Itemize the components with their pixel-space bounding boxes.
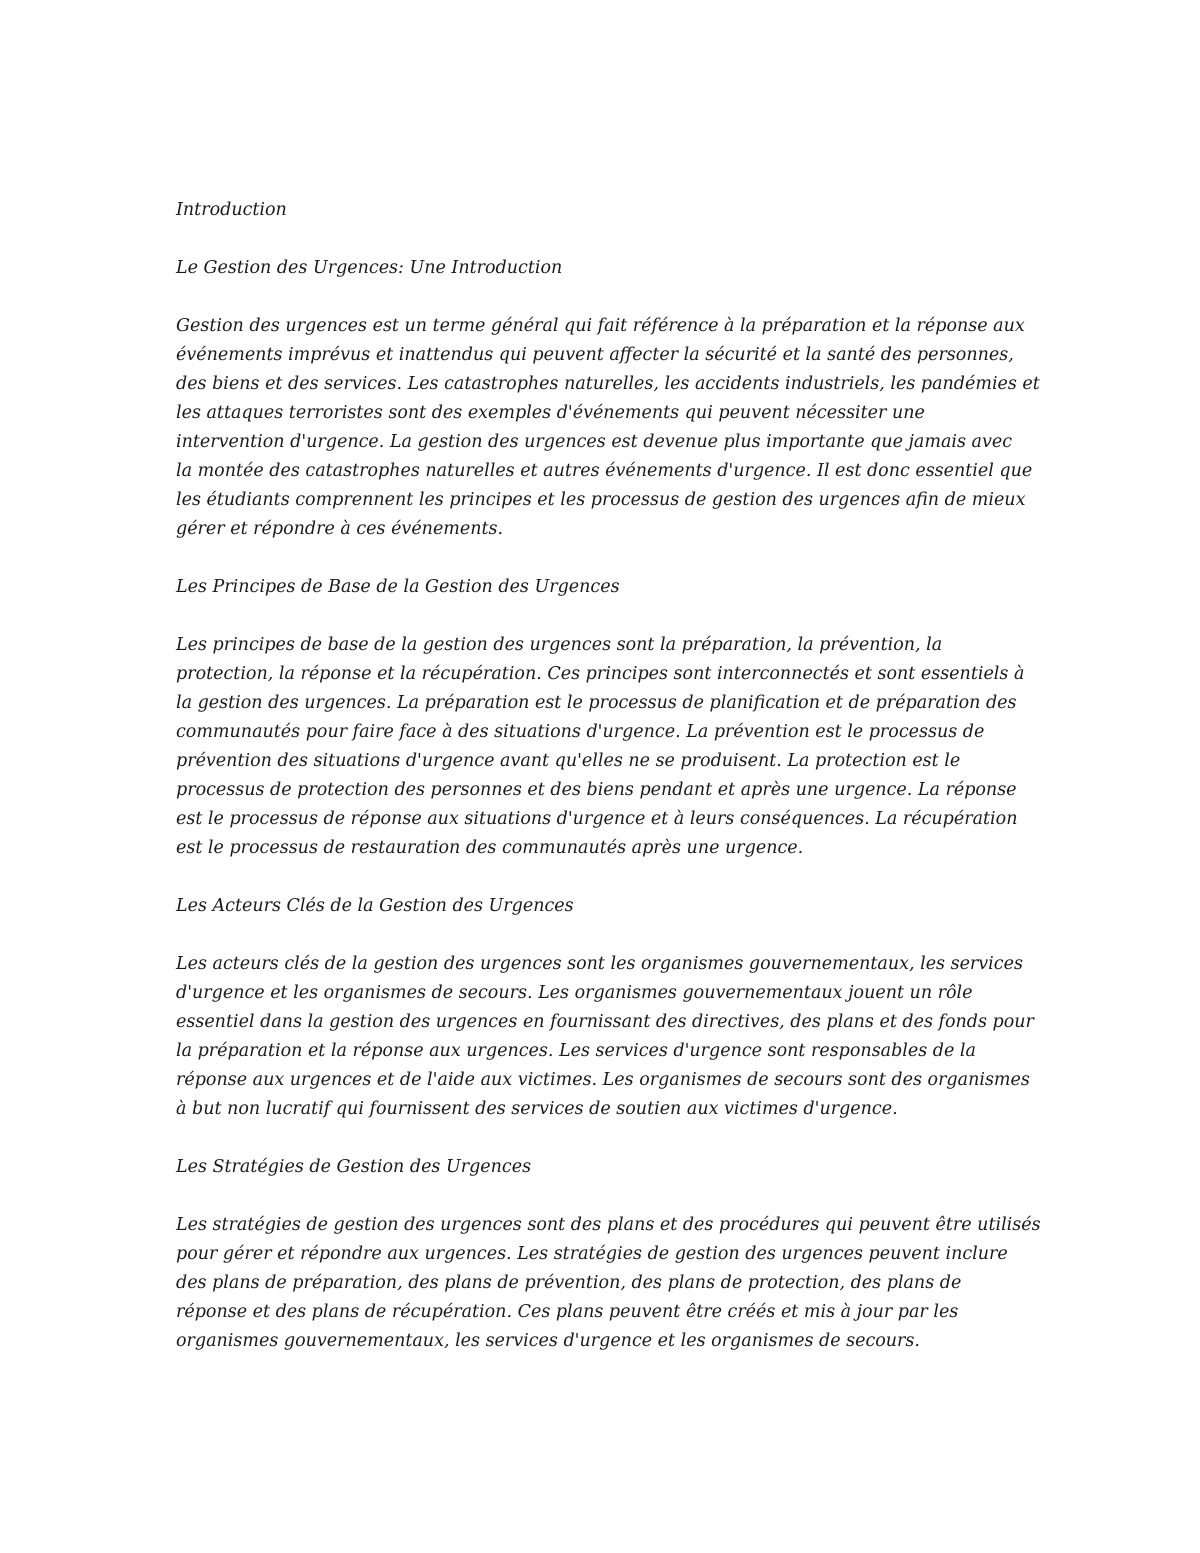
paragraph-line: est le processus de réponse aux situations d'urgence et à leurs conséquences. La récupération xyxy=(176,809,1018,829)
paragraph-line: les attaques terroristes sont des exemples d'événements qui peuvent nécessiter une xyxy=(176,403,925,423)
paragraph-line: les étudiants comprennent les principes et les processus de gestion des urgences afin de mieux xyxy=(176,490,1026,510)
section-heading-strategies: Les Stratégies de Gestion des Urgences xyxy=(176,1157,532,1177)
paragraph-line: processus de protection des personnes et des biens pendant et après une urgence. La réponse xyxy=(176,780,1017,800)
paragraph-line: organismes gouvernementaux, les services d'urgence et les organismes de secours. xyxy=(176,1331,920,1351)
paragraph-line: intervention d'urgence. La gestion des urgences est devenue plus importante que jamais avec xyxy=(176,432,1013,452)
paragraph-line: réponse et des plans de récupération. Ces plans peuvent être créés et mis à jour par les xyxy=(176,1302,959,1322)
paragraph-line: des plans de préparation, des plans de prévention, des plans de protection, des plans de xyxy=(176,1273,962,1293)
document-page xyxy=(176,196,1041,1385)
paragraph-line: Les acteurs clés de la gestion des urgences sont les organismes gouvernementaux, les services xyxy=(176,954,1023,974)
paragraph-line: prévention des situations d'urgence avant qu'elles ne se produisent. La protection est le xyxy=(176,751,961,771)
paragraph-line: la montée des catastrophes naturelles et autres événements d'urgence. Il est donc essentiel que xyxy=(176,461,1033,481)
paragraph-line: pour gérer et répondre aux urgences. Les stratégies de gestion des urgences peuvent inclure xyxy=(176,1244,1008,1264)
section-heading-acteurs: Les Acteurs Clés de la Gestion des Urgences xyxy=(176,896,574,916)
paragraph-line: événements imprévus et inattendus qui peuvent affecter la sécurité et la santé des personnes, xyxy=(176,345,1014,365)
paragraph-acteurs xyxy=(176,950,1036,1124)
paragraph-line: à but non lucratif qui fournissent des services de soutien aux victimes d'urgence. xyxy=(176,1099,898,1119)
paragraph-principes xyxy=(176,631,1036,863)
paragraph-line: d'urgence et les organismes de secours. Les organismes gouvernementaux jouent un rôle xyxy=(176,983,973,1003)
paragraph-line: Gestion des urgences est un terme général qui fait référence à la préparation et la réponse aux xyxy=(176,316,1025,336)
paragraph-introduction xyxy=(176,312,1040,544)
paragraph-line: des biens et des services. Les catastrophes naturelles, les accidents industriels, les pandémies et xyxy=(176,374,1040,394)
paragraph-line: Les principes de base de la gestion des urgences sont la préparation, la prévention, la xyxy=(176,635,943,655)
paragraph-line: est le processus de restauration des communautés après une urgence. xyxy=(176,838,804,858)
paragraph-line: Les stratégies de gestion des urgences sont des plans et des procédures qui peuvent être utilisés xyxy=(176,1215,1041,1235)
document-title: Le Gestion des Urgences: Une Introduction xyxy=(176,258,563,278)
paragraph-line: protection, la réponse et la récupération. Ces principes sont interconnectés et sont essentiels à xyxy=(176,664,1025,684)
paragraph-line: gérer et répondre à ces événements. xyxy=(176,519,504,539)
paragraph-line: la gestion des urgences. La préparation est le processus de planification et de préparation des xyxy=(176,693,1017,713)
paragraph-line: la préparation et la réponse aux urgences. Les services d'urgence sont responsables de la xyxy=(176,1041,976,1061)
paragraph-line: réponse aux urgences et de l'aide aux victimes. Les organismes de secours sont des organismes xyxy=(176,1070,1030,1090)
paragraph-strategies xyxy=(176,1211,1041,1356)
paragraph-line: essentiel dans la gestion des urgences en fournissant des directives, des plans et des fonds pour xyxy=(176,1012,1034,1032)
section-heading-principes: Les Principes de Base de la Gestion des Urgences xyxy=(176,577,620,597)
document-heading: Introduction xyxy=(176,200,287,220)
paragraph-line: communautés pour faire face à des situations d'urgence. La prévention est le processus de xyxy=(176,722,985,742)
